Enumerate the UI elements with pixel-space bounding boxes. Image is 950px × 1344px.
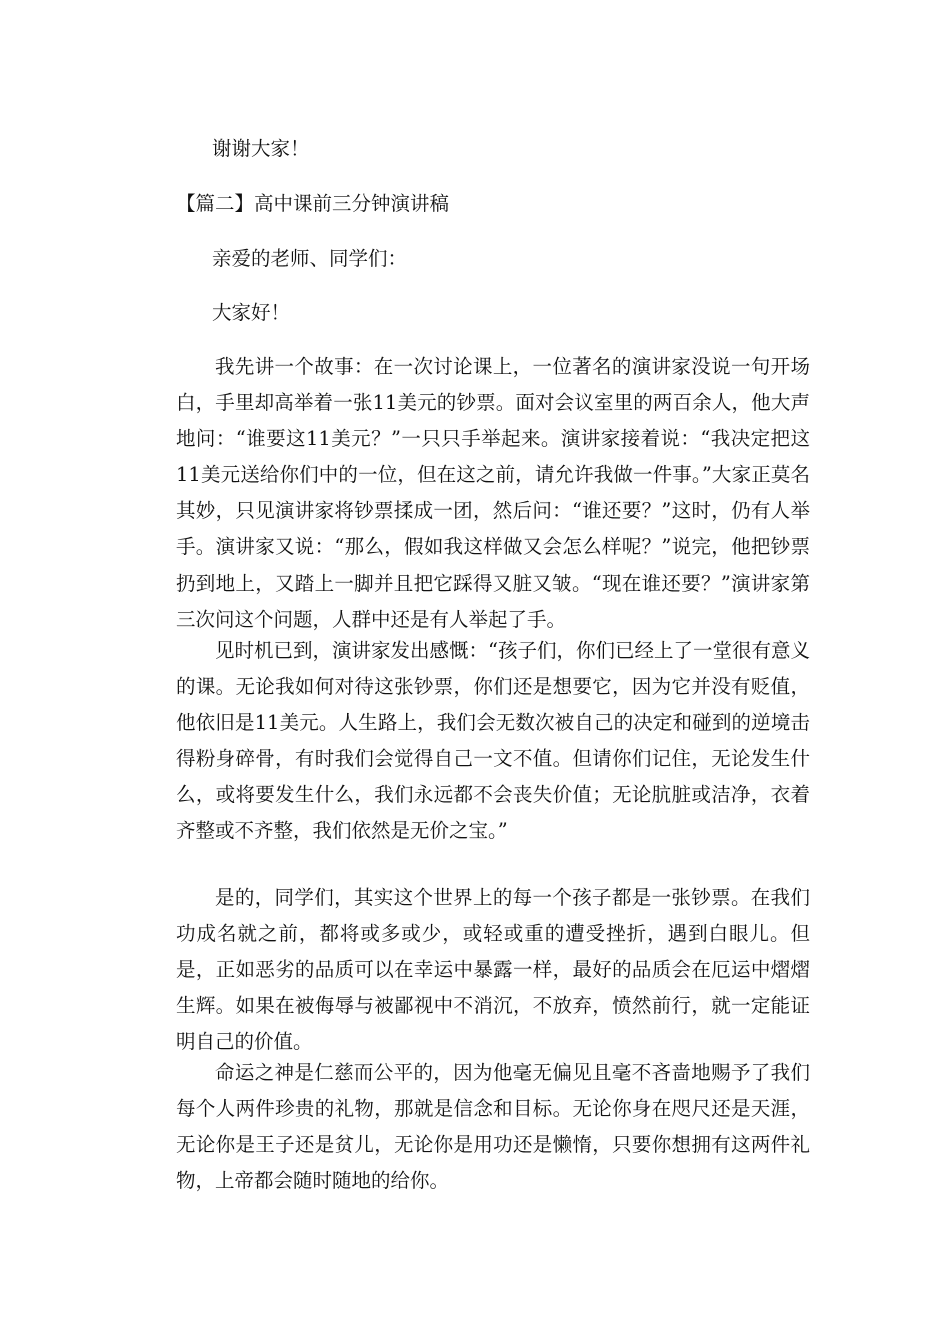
closing-line: 谢谢大家！ [212,137,310,160]
section-heading: 【篇二】高中课前三分钟演讲稿 [176,192,450,215]
paragraph-reflection: 是的，同学们，其实这个世界上的每一个孩子都是一张钞票。在我们功成名就之前，都将或多或少，或轻或重的遭受挫折，遇到白眼儿。但是，正如恶劣的品质可以在幸运中暴露一样，最好的品质会在厄运中熠熠生辉。如果在被侮辱与被鄙视中不消沉，不放弃，愤然前行，就一定能证明自己的价值。 [176,886,810,1054]
greeting-line: 大家好！ [212,301,291,324]
paragraph-speaker-remarks: 见时机已到，演讲家发出感慨：“孩子们，你们已经上了一堂很有意义的课。无论我如何对待这张钞票，你们还是想要它，因为它并没有贬值，他依旧是11美元。人生路上，我们会无数次被自己的决定和碰到的逆境击得粉身碎骨，有时我们会觉得自己一文不值。但请你们记住，无论发生什么，或将要发生什么，我们永远都不会丧失价值；无论肮脏或洁净，衣着齐整或不齐整，我们依然是无价之宝。” [176,639,810,843]
salutation-line: 亲爱的老师、同学们： [212,247,408,270]
paragraph-story: 我先讲一个故事：在一次讨论课上，一位著名的演讲家没说一句开场白，手里却高举着一张11美元的钞票。面对会议室里的两百余人，他大声地问：“谁要这11美元？”一只只手举起来。演讲家接着说：“我决定把这11美元送给你们中的一位，但在这之前，请允许我做一件事。”大家正莫名其妙，只见演讲家将钞票揉成一团，然后问：“谁还要？”这时，仍有人举手。演讲家又说：“那么，假如我这样做又会怎么样呢？”说完，他把钞票扔到地上，又踏上一脚并且把它踩得又脏又皱。“现在谁还要？”演讲家第三次问这个问题，人群中还是有人举起了手。 [176,355,810,631]
paragraph-destiny: 命运之神是仁慈而公平的，因为他毫无偏见且毫不吝啬地赐予了我们每个人两件珍贵的礼物，那就是信念和目标。无论你身在咫尺还是天涯，无论你是王子还是贫儿，无论你是用功还是懒惰，只要你想拥有这两件礼物，上帝都会随时随地的给你。 [176,1061,810,1193]
